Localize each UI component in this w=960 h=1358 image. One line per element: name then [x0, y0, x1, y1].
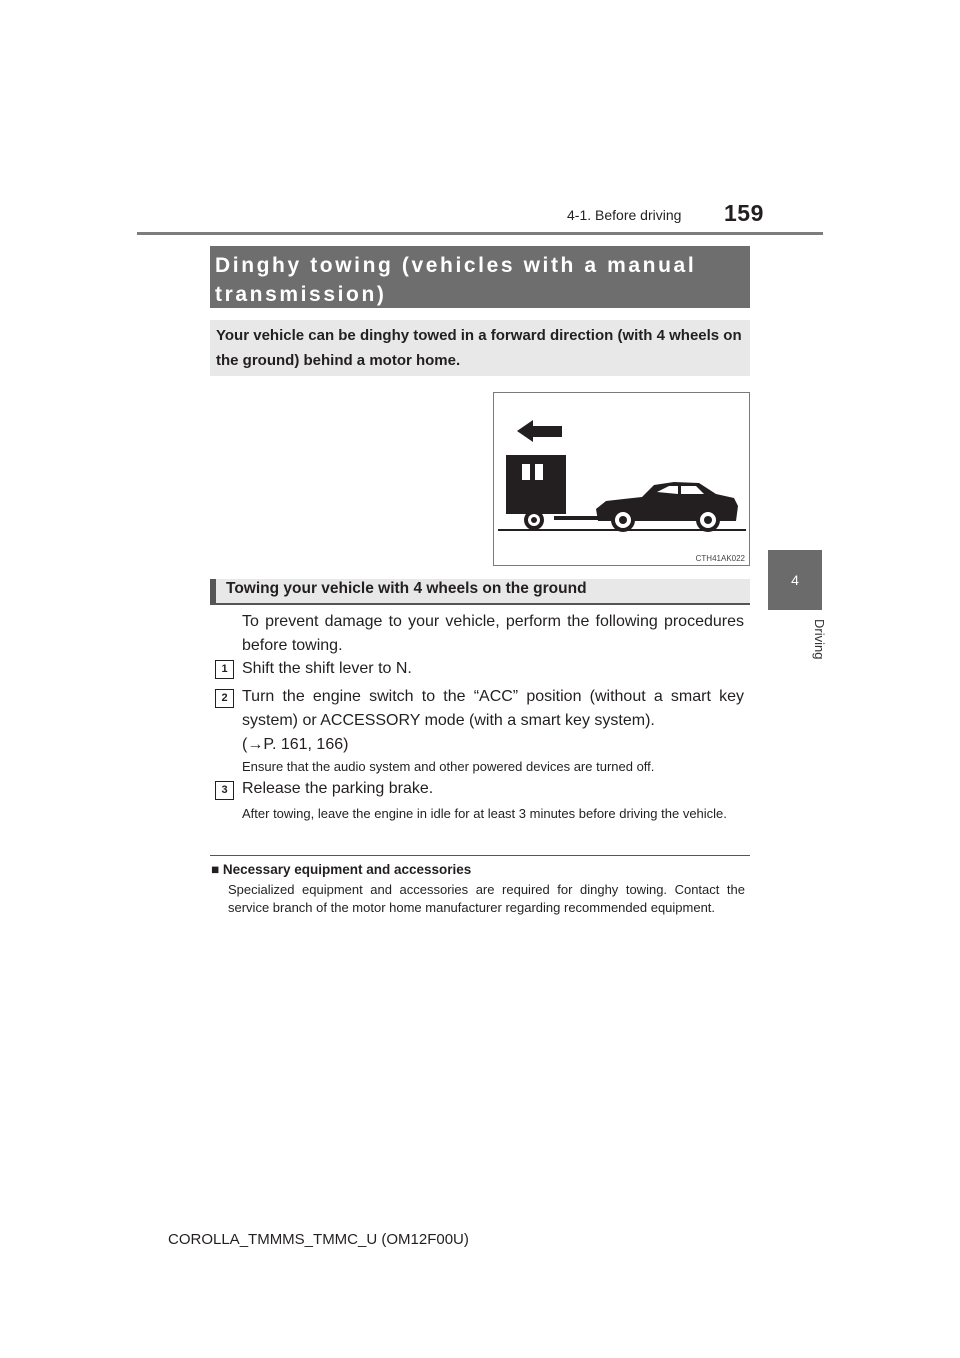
header-divider	[137, 232, 823, 235]
note-body: Specialized equipment and accessories are required for dinghy towing. Contact the service branch of the motor home manufacturer regarding recommended equipment.	[228, 882, 745, 915]
step-text-2: Turn the engine switch to the “ACC” position (without a smart key system) or ACCESSORY mode (with a smart key system).	[242, 688, 744, 729]
document-footer: COROLLA_TMMMS_TMMC_U (OM12F00U)	[168, 1231, 469, 1248]
step-note-2: Ensure that the audio system and other powered devices are turned off.	[242, 759, 655, 774]
step-number-2: 2	[215, 689, 234, 708]
motor-home-towing-car-icon	[494, 393, 749, 565]
step-number-1: 1	[215, 660, 234, 679]
procedure-intro: To prevent damage to your vehicle, perform the following procedures before towing.	[242, 613, 744, 654]
chapter-tab[interactable]: 4	[768, 550, 822, 610]
page-reference-link[interactable]: (→P. 161, 166)	[242, 736, 349, 753]
chapter-label: Driving	[812, 619, 827, 660]
notes-divider	[210, 855, 750, 856]
section-reference: 4-1. Before driving	[567, 207, 682, 223]
section-title: Dinghy towing (vehicles with a manual transmission)	[215, 254, 697, 306]
subsection-heading: Towing your vehicle with 4 wheels on the ground	[226, 580, 587, 597]
dinghy-towing-illustration	[493, 392, 750, 566]
subsection-divider	[210, 603, 750, 605]
step-text-1: Shift the shift lever to N.	[242, 660, 412, 677]
step-number-3: 3	[215, 781, 234, 800]
subsection-heading-box	[210, 579, 750, 603]
page-number: 159	[724, 200, 764, 226]
step-note-3: After towing, leave the engine in idle for at least 3 minutes before driving the vehicle.	[242, 806, 727, 821]
section-title-box	[210, 246, 750, 308]
figure-code: CTH41AK022	[695, 554, 745, 563]
intro-box	[210, 320, 750, 376]
step-text-3: Release the parking brake.	[242, 780, 434, 797]
intro-text: Your vehicle can be dinghy towed in a forward direction (with 4 wheels on the ground) behind a motor home.	[216, 327, 742, 369]
note-heading: ■ Necessary equipment and accessories	[211, 862, 472, 877]
